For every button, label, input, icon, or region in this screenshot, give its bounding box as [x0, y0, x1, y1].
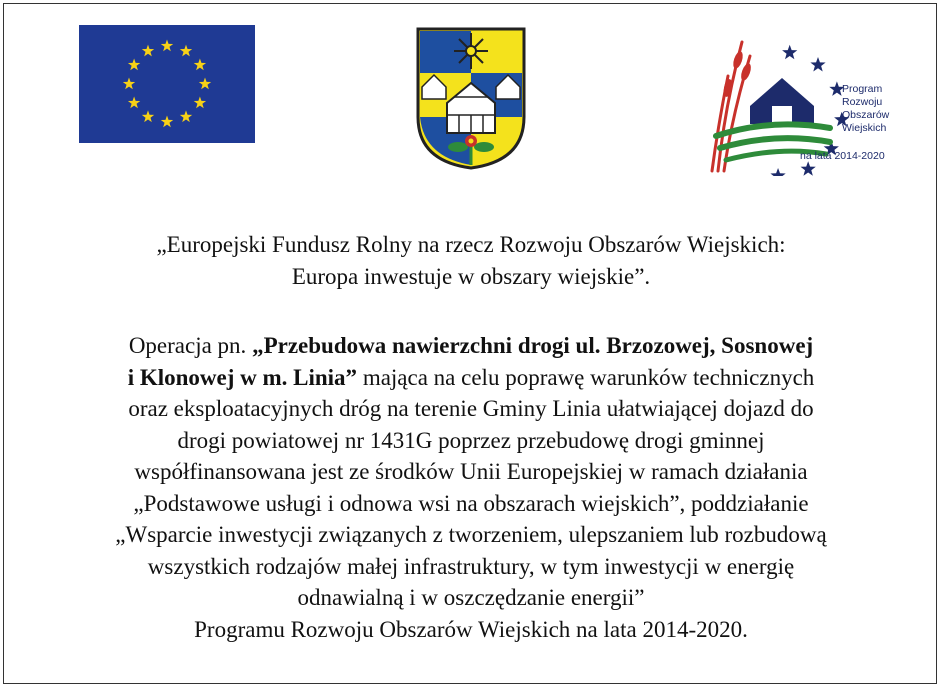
prow-line: Rozwoju	[842, 96, 883, 108]
operation-line	[0, 330, 942, 362]
coat-of-arms-icon	[414, 25, 528, 171]
operation-title: „Przebudowa nawierzchni drogi ul. Brzozowej, Sosnowej	[252, 333, 814, 358]
operation-line: drogi powiatowej nr 1431G poprzez przebudowę drogi gminnej	[177, 427, 765, 453]
operation-line: wszystkich rodzajów małej infrastruktury, w tym inwestycji w energię	[147, 553, 795, 579]
fund-slogan	[0, 229, 942, 292]
prow-star-icon	[770, 168, 785, 176]
prow-line: Wiejskich	[842, 122, 887, 134]
operation-prefix: Operacja pn.	[128, 333, 253, 358]
fund-slogan-line: Europa inwestuje w obszary wiejskie”.	[291, 263, 651, 289]
prow-logo-text	[842, 83, 889, 135]
operation-line: Programu Rozwoju Obszarów Wiejskich na lata 2014-2020.	[194, 616, 748, 642]
operation-line: współfinansowana jest ze środków Unii Europejskiej w ramach działania	[134, 459, 808, 484]
operation-line: odnawialną i w oszczędzanie energii”	[297, 585, 645, 610]
prow-years: na lata 2014-2020	[800, 150, 885, 162]
prow-star-icon	[810, 57, 825, 71]
operation-line	[0, 362, 942, 394]
operation-description	[0, 330, 942, 645]
operation-text: mająca na celu poprawę warunków technicznych	[357, 364, 815, 390]
fund-slogan-line: „Europejski Fundusz Rolny na rzecz Rozwoju Obszarów Wiejskich:	[156, 232, 786, 257]
eu-flag-icon	[79, 25, 255, 143]
prow-star-icon	[782, 45, 797, 59]
operation-title-cont: i Klonowej w m. Linia”	[127, 364, 358, 390]
operation-line: „Podstawowe usługi i odnowa wsi na obszarach wiejskich”, poddziałanie	[133, 490, 809, 516]
operation-line: „Wsparcie inwestycji związanych z tworzeniem, ulepszaniem lub rozbudową	[115, 522, 827, 547]
prow-line: Obszarów	[842, 109, 890, 121]
prow-line: Program	[842, 83, 883, 95]
prow-star-icon	[801, 161, 816, 175]
operation-line: oraz eksploatacyjnych dróg na terenie Gminy Linia ułatwiającej dojazd do	[128, 396, 814, 421]
